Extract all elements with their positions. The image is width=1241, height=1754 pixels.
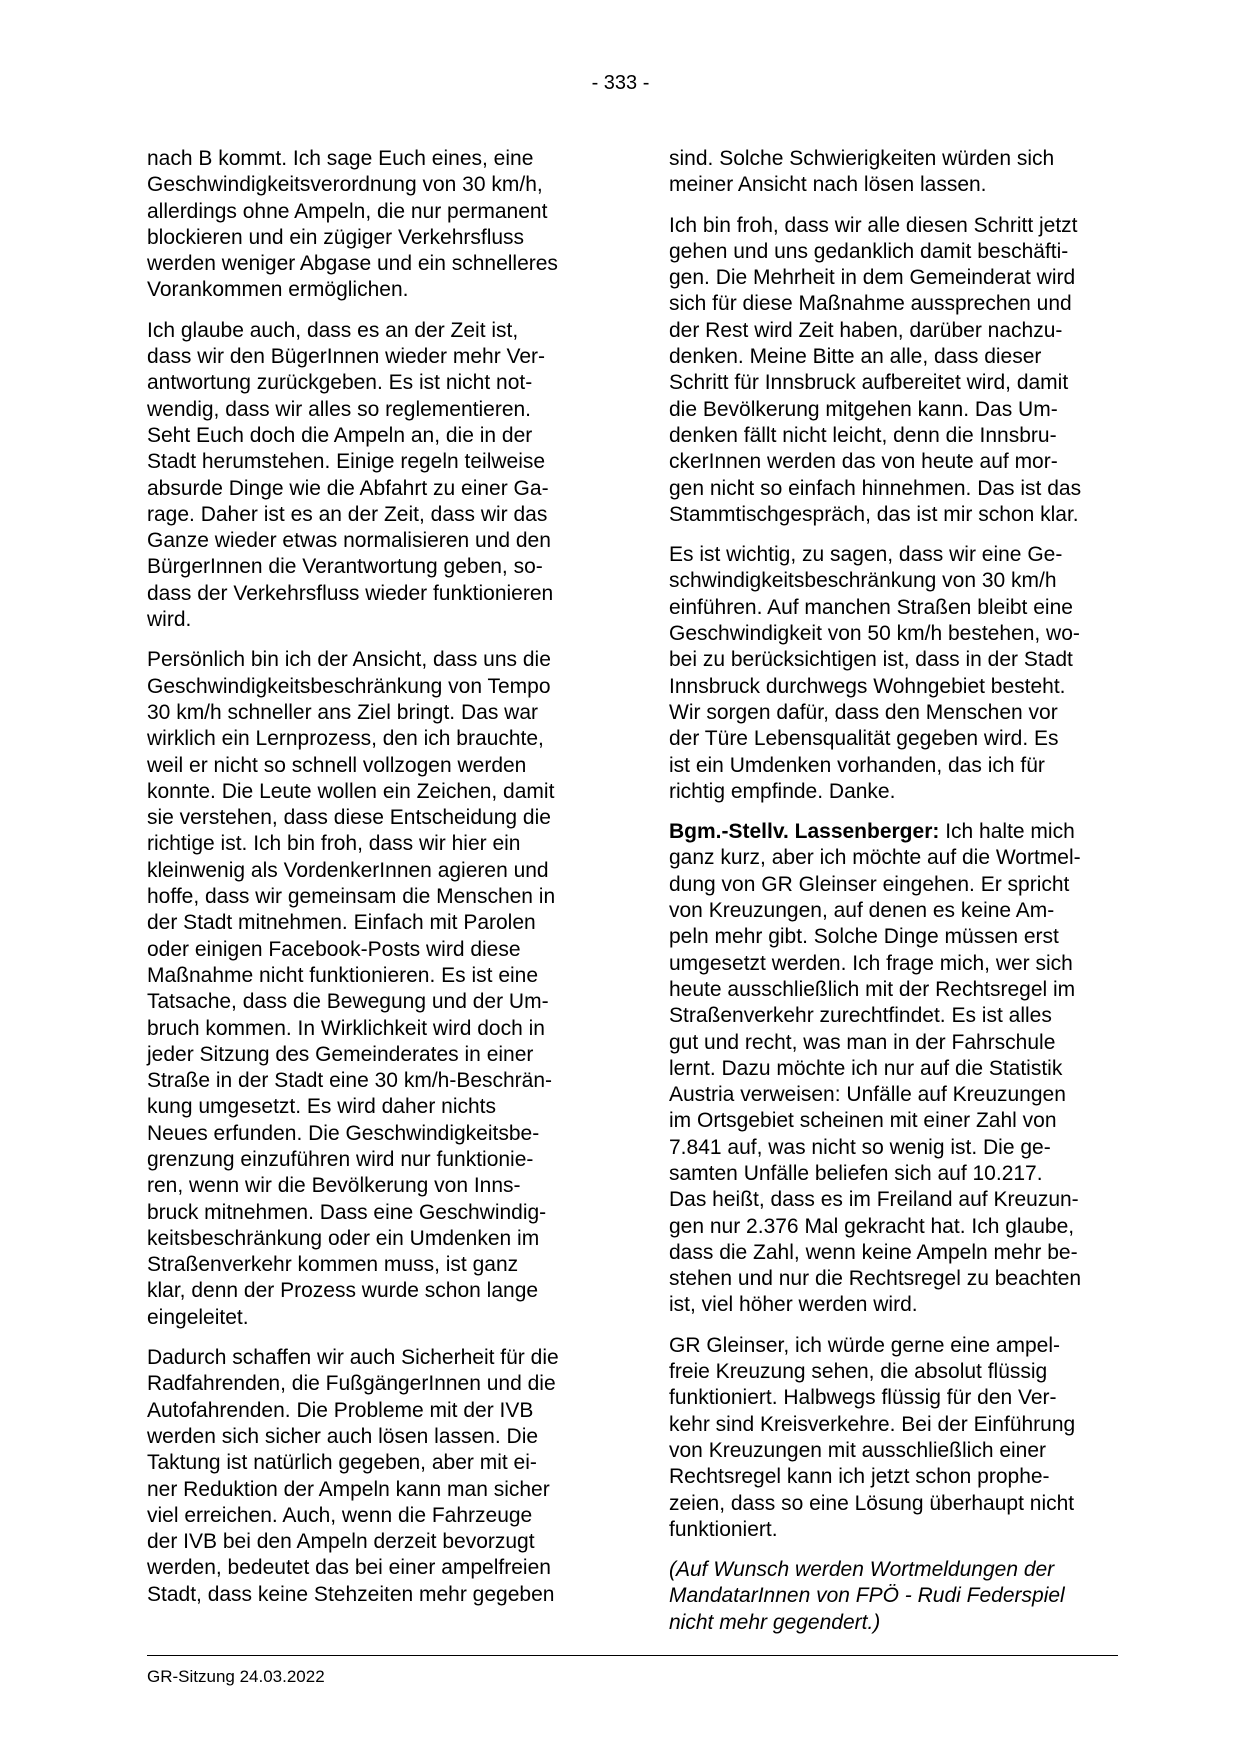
paragraph-line: Stadt, dass keine Stehzeiten mehr gegeben [147,1582,555,1606]
paragraph-line: gehen und uns gedanklich damit beschäfti- [669,239,1069,263]
paragraph-line: gen nur 2.376 Mal gekracht hat. Ich glaube, [669,1214,1075,1238]
paragraph-line: Das heißt, dass es im Freiland auf Kreuzun- [669,1188,1079,1212]
paragraph-line: rage. Daher ist es an der Zeit, dass wir das [147,502,548,526]
paragraph-line: funktioniert. Halbwegs flüssig für den Ver- [669,1386,1057,1410]
paragraph-line: Geschwindigkeit von 50 km/h bestehen, wo- [669,622,1080,646]
paragraph-line: ganz kurz, aber ich möchte auf die Wortmel- [669,846,1081,870]
paragraph-line: wird. [147,608,192,632]
paragraph-line: bei zu berücksichtigen ist, dass in der Stadt [669,648,1073,672]
paragraph-line: von Kreuzungen mit ausschließlich einer [669,1438,1047,1462]
paragraph-line: richtige ist. Ich bin froh, dass wir hier ein [147,832,521,856]
paragraph-line: Persönlich bin ich der Ansicht, dass uns die [147,648,551,672]
paragraph-line: stehen und nur die Rechtsregel zu beachten [669,1267,1082,1291]
paragraph-line: konnte. Die Leute wollen ein Zeichen, damit [147,779,555,803]
paragraph-line: absurde Dinge wie die Abfahrt zu einer Ga- [147,476,549,500]
paragraph-line: antwortung zurückgeben. Es ist nicht not- [147,371,533,395]
paragraph-line: sind. Solche Schwierigkeiten würden sich [669,147,1055,170]
paragraph [147,647,597,1331]
paragraph-line: gen. Die Mehrheit in dem Gemeinderat wird [669,266,1076,290]
paragraph-line: ren, wenn wir die Bevölkerung von Inns- [147,1174,521,1198]
paragraph-line: werden weniger Abgase und ein schnelleres [147,252,558,276]
paragraph-line: ckerInnen werden das von heute auf mor- [669,450,1058,474]
paragraph-line: Schritt für Innsbruck aufbereitet wird, damit [669,371,1069,395]
paragraph-line: Straßenverkehr kommen muss, ist ganz [147,1253,519,1277]
paragraph-line: der IVB bei den Ampeln derzeit bevorzugt [147,1530,535,1554]
paragraph-line: blockieren und ein zügiger Verkehrsfluss [147,225,525,249]
left-column [147,146,597,1622]
paragraph-line: Straßenverkehr zurechtfindet. Es ist alles [669,1004,1052,1028]
paragraph-line: Seht Euch doch die Ampeln an, die in der [147,423,533,447]
paragraph-line: Straße in der Stadt eine 30 km/h-Beschrän- [147,1069,553,1093]
paragraph-line: dass wir den BügerInnen wieder mehr Ver- [147,345,546,369]
paragraph-line: Taktung ist natürlich gegeben, aber mit ei- [147,1451,537,1475]
paragraph-line: BürgerInnen die Verantwortung geben, so- [147,555,543,579]
paragraph [147,1345,597,1608]
paragraph-line: der Stadt mitnehmen. Einfach mit Parolen [147,911,536,935]
paragraph [669,819,1117,1319]
speaker-line-text: Ich halte mich [939,820,1075,844]
paragraph-line: GR Gleinser, ich würde gerne eine ampel- [669,1333,1061,1357]
paragraph-line: Stadt herumstehen. Einige regeln teilweise [147,450,546,474]
paragraph [669,1333,1117,1543]
paragraph-line: sich für diese Maßnahme aussprechen und [669,292,1072,316]
paragraph-line: grenzung einzuführen wird nur funktionie- [147,1147,534,1171]
speaker-name: Bgm.-Stellv. Lassenberger: [669,820,940,844]
paragraph-line: oder einigen Facebook-Posts wird diese [147,937,521,961]
paragraph-line: Dadurch schaffen wir auch Sicherheit für die [147,1346,559,1370]
paragraph-line: denken fällt nicht leicht, denn die Innsbru- [669,423,1057,447]
paragraph-line: im Ortsgebiet scheinen mit einer Zahl von [669,1109,1057,1133]
paragraph-line: von Kreuzungen, auf denen es keine Am- [669,899,1055,923]
paragraph-line: gen nicht so einfach hinnehmen. Das ist das [669,476,1082,500]
paragraph-line: ist ein Umdenken vorhanden, das ich für [669,753,1045,777]
paragraph-line: der Rest wird Zeit haben, darüber nachzu- [669,318,1063,342]
paragraph-line: 30 km/h schneller ans Ziel bringt. Das war [147,700,538,724]
paragraph-line: keitsbeschränkung oder ein Umdenken im [147,1226,540,1250]
paragraph-line: richtig empfinde. Danke. [669,779,896,803]
paragraph-line: Tatsache, dass die Bewegung und der Um- [147,990,549,1014]
paragraph-line: nach B kommt. Ich sage Euch eines, eine [147,147,534,170]
paragraph-line: der Türe Lebensqualität gegeben wird. Es [669,727,1059,751]
paragraph-line: Innsbruck durchwegs Wohngebiet besteht. [669,674,1066,698]
paragraph-line: heute ausschließlich mit der Rechtsregel im [669,977,1076,1001]
footer-divider [147,1655,1118,1656]
paragraph-line: Stammtischgespräch, das ist mir schon klar. [669,502,1079,526]
paragraph-line: Rechtsregel kann ich jetzt schon prophe- [669,1465,1050,1489]
paragraph-line: kehr sind Kreisverkehre. Bei der Einführung [669,1412,1076,1436]
paragraph-line: bruck mitnehmen. Dass eine Geschwindig- [147,1200,547,1224]
paragraph-line: werden sich sicher auch lösen lassen. Die [147,1424,539,1448]
paragraph-line: hoffe, dass wir gemeinsam die Menschen in [147,885,556,909]
paragraph-line: Autofahrenden. Die Probleme mit der IVB [147,1398,534,1422]
paragraph-line: klar, denn der Prozess wurde schon lange [147,1279,539,1303]
paragraph-line: nicht mehr gegendert.) [669,1610,881,1634]
paragraph-line: die Bevölkerung mitgehen kann. Das Um- [669,397,1058,421]
paragraph-line: Vorankommen ermöglichen. [147,278,409,302]
paragraph-line: dass die Zahl, wenn keine Ampeln mehr be- [669,1240,1078,1264]
paragraph-line: zeien, dass so eine Lösung überhaupt nicht [669,1491,1075,1515]
paragraph-line: meiner Ansicht nach lösen lassen. [669,173,987,197]
paragraph [669,1557,1117,1636]
paragraph-line: Ich bin froh, dass wir alle diesen Schritt jetzt [669,213,1078,237]
paragraph-line: freie Kreuzung sehen, die absolut flüssig [669,1360,1048,1384]
paragraph-line: samten Unfälle beliefen sich auf 10.217. [669,1161,1043,1185]
paragraph-line: (Auf Wunsch werden Wortmeldungen der [669,1558,1055,1582]
paragraph-line [669,819,1117,845]
footer-session-date: GR-Sitzung 24.03.2022 [147,1667,325,1686]
paragraph-line: sie verstehen, dass diese Entscheidung die [147,806,551,830]
paragraph [147,146,597,304]
paragraph [669,213,1117,529]
paragraph-line: umgesetzt werden. Ich frage mich, wer sich [669,951,1073,975]
paragraph [147,318,597,634]
paragraph-line: kung umgesetzt. Es wird daher nichts [147,1095,497,1119]
paragraph-line: weil er nicht so schnell vollzogen werden [147,753,527,777]
paragraph-line: peln mehr gibt. Solche Dinge müssen erst [669,925,1059,949]
paragraph-line: Austria verweisen: Unfälle auf Kreuzungen [669,1083,1066,1107]
paragraph-line: viel erreichen. Auch, wenn die Fahrzeuge [147,1503,533,1527]
paragraph-line: Maßnahme nicht funktionieren. Es ist eine [147,963,539,987]
paragraph [669,542,1117,805]
paragraph-line: kleinwenig als VordenkerInnen agieren und [147,858,549,882]
paragraph-line: funktioniert. [669,1517,778,1541]
paragraph-line: bruch kommen. In Wirklichkeit wird doch in [147,1016,545,1040]
paragraph [669,146,1117,199]
paragraph-line: ner Reduktion der Ampeln kann man sicher [147,1477,550,1501]
paragraph-line: wirklich ein Lernprozess, den ich brauchte, [147,727,544,751]
paragraph-line: Es ist wichtig, zu sagen, dass wir eine Ge- [669,543,1063,567]
right-column [669,146,1117,1650]
paragraph-line: MandatarInnen von FPÖ - Rudi Federspiel [669,1584,1065,1608]
paragraph-line: Wir sorgen dafür, dass den Menschen vor [669,700,1058,724]
paragraph-line: Ich glaube auch, dass es an der Zeit ist, [147,318,519,342]
paragraph-line: Geschwindigkeitsverordnung von 30 km/h, [147,173,543,197]
paragraph-line: lernt. Dazu möchte ich nur auf die Statistik [669,1056,1063,1080]
paragraph-line: Ganze wieder etwas normalisieren und den [147,529,551,553]
paragraph-line: Neues erfunden. Die Geschwindigkeitsbe- [147,1121,540,1145]
paragraph-line: jeder Sitzung des Gemeinderates in einer [147,1042,534,1066]
paragraph-line: allerdings ohne Ampeln, die nur permanent [147,199,548,223]
paragraph-line: wendig, dass wir alles so reglementieren. [147,397,532,421]
paragraph-line: gut und recht, was man in der Fahrschule [669,1030,1056,1054]
paragraph-line: eingeleitet. [147,1305,249,1329]
paragraph-line: 7.841 auf, was nicht so wenig ist. Die ge- [669,1135,1051,1159]
page-number: - 333 - [591,72,650,94]
paragraph-line: ist, viel höher werden wird. [669,1293,918,1317]
paragraph-line: dass der Verkehrsfluss wieder funktionieren [147,581,554,605]
paragraph-line: Geschwindigkeitsbeschränkung von Tempo [147,674,551,698]
paragraph-line: schwindigkeitsbeschränkung von 30 km/h [669,569,1057,593]
paragraph-line: Radfahrenden, die FußgängerInnen und die [147,1372,556,1396]
paragraph-line: dung von GR Gleinser eingehen. Er spricht [669,872,1070,896]
paragraph-line: werden, bedeutet das bei einer ampelfreien [147,1556,551,1580]
paragraph-line: einführen. Auf manchen Straßen bleibt eine [669,595,1073,619]
paragraph-line: denken. Meine Bitte an alle, dass dieser [669,345,1042,369]
